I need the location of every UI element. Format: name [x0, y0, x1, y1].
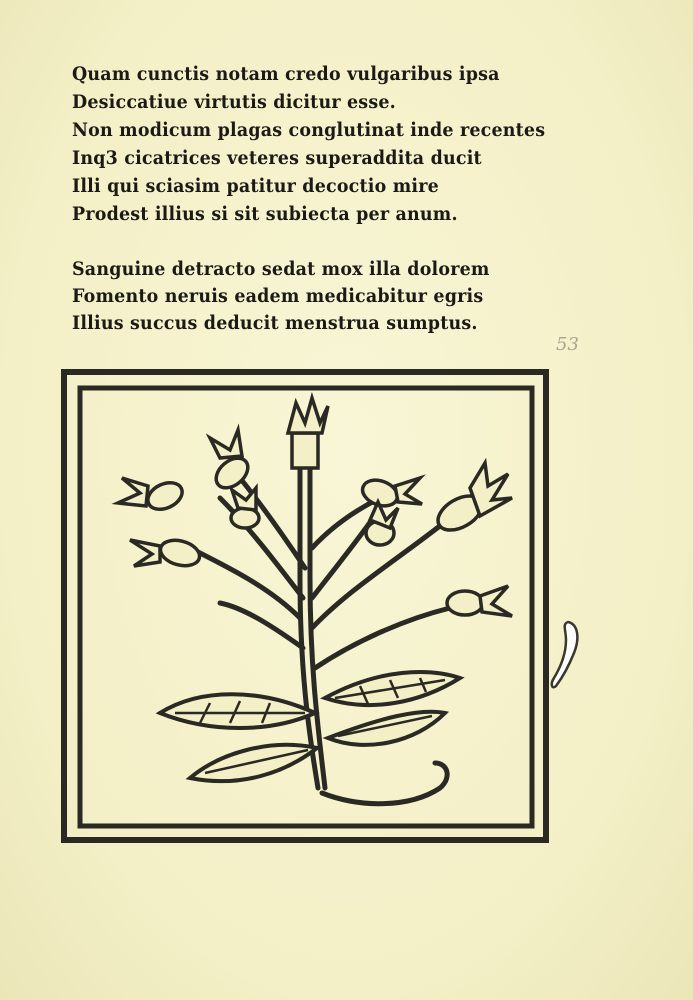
verse-line: Quam cunctis notam credo vulgaribus ipsa	[72, 63, 500, 85]
verse-stanza-2	[72, 256, 526, 337]
page-tab-mark	[548, 618, 588, 693]
verse-line: Non modicum plagas conglutinat inde recentes	[72, 119, 546, 141]
verse-line: Fomento neruis eadem medicabitur egris	[72, 285, 484, 307]
verse-line: Illi qui sciasim patitur decoctio mire	[72, 175, 439, 197]
verse-line: Prodest illius si sit subiecta per anum.	[72, 203, 458, 225]
woodcut-plant-illustration	[60, 368, 552, 846]
verse-line: Inq3 cicatrices veteres superaddita ducit	[72, 147, 482, 169]
verse-line: Desiccatiue virtutis dicitur esse.	[72, 91, 396, 113]
verse-line: Sanguine detracto sedat mox illa dolorem	[72, 258, 490, 280]
verse-line: Illius succus deducit menstrua sumptus.	[72, 312, 478, 334]
verse-stanza-1	[72, 60, 586, 228]
folio-number: 53	[556, 334, 579, 355]
